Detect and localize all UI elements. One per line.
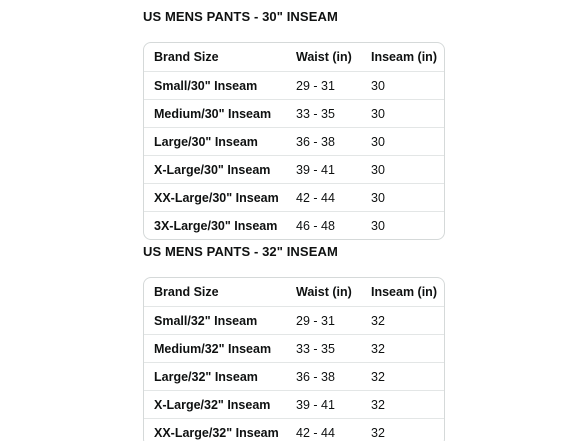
table-row [144, 156, 445, 184]
table-header-row [144, 43, 445, 72]
header-waist: Waist (in) [286, 43, 361, 72]
size-section-32-inseam [143, 241, 445, 441]
table-row [144, 335, 445, 363]
waist-cell: 46 - 48 [296, 218, 335, 233]
size-table-container [143, 42, 445, 240]
brand-size-cell: Medium/30" Inseam [144, 100, 286, 128]
header-brand-size: Brand Size [144, 43, 286, 72]
inseam-cell: 30 [361, 128, 445, 156]
table-row [144, 212, 445, 240]
inseam-cell: 32 [361, 363, 445, 391]
table-row [144, 128, 445, 156]
inseam-cell: 32 [361, 391, 445, 419]
section-title: US MENS PANTS - 30" INSEAM [143, 9, 338, 24]
inseam-cell: 30 [361, 72, 445, 100]
brand-size-cell: Medium/32" Inseam [144, 335, 286, 363]
waist-cell: 42 - 44 [286, 184, 361, 212]
brand-size-cell: XX-Large/30" Inseam [144, 184, 286, 212]
inseam-cell: 32 [361, 307, 445, 335]
table-row [144, 100, 445, 128]
brand-size-cell: Large/30" Inseam [144, 128, 286, 156]
table-row [144, 391, 445, 419]
waist-cell: 42 - 44 [296, 425, 335, 440]
waist-cell: 33 - 35 [286, 100, 361, 128]
section-title: US MENS PANTS - 32" INSEAM [143, 244, 338, 259]
table-row [144, 419, 445, 441]
waist-cell: 39 - 41 [286, 156, 361, 184]
waist-cell: 36 - 38 [286, 128, 361, 156]
table-row [144, 72, 445, 100]
size-section-30-inseam [143, 6, 445, 240]
brand-size-cell: Large/32" Inseam [144, 363, 286, 391]
header-brand-size: Brand Size [144, 278, 286, 307]
waist-cell: 29 - 31 [286, 72, 361, 100]
brand-size-cell: Small/32" Inseam [144, 307, 286, 335]
waist-cell: 33 - 35 [286, 335, 361, 363]
inseam-cell: 32 [371, 425, 385, 440]
inseam-cell: 32 [361, 335, 445, 363]
header-inseam: Inseam (in) [361, 278, 445, 307]
waist-cell: 36 - 38 [286, 363, 361, 391]
size-table-container [143, 277, 445, 441]
inseam-cell: 30 [361, 184, 445, 212]
table-header-row [144, 278, 445, 307]
brand-size-cell: 3X-Large/30" Inseam [154, 218, 278, 233]
waist-cell: 39 - 41 [286, 391, 361, 419]
inseam-cell: 30 [361, 100, 445, 128]
brand-size-cell: X-Large/30" Inseam [144, 156, 286, 184]
table-row [144, 307, 445, 335]
brand-size-cell: XX-Large/32" Inseam [154, 425, 279, 440]
table-row [144, 184, 445, 212]
size-table [144, 278, 445, 441]
header-inseam: Inseam (in) [361, 43, 445, 72]
inseam-cell: 30 [371, 218, 385, 233]
size-table [144, 43, 445, 239]
header-waist: Waist (in) [286, 278, 361, 307]
table-row [144, 363, 445, 391]
inseam-cell: 30 [361, 156, 445, 184]
brand-size-cell: X-Large/32" Inseam [144, 391, 286, 419]
brand-size-cell: Small/30" Inseam [144, 72, 286, 100]
waist-cell: 29 - 31 [286, 307, 361, 335]
